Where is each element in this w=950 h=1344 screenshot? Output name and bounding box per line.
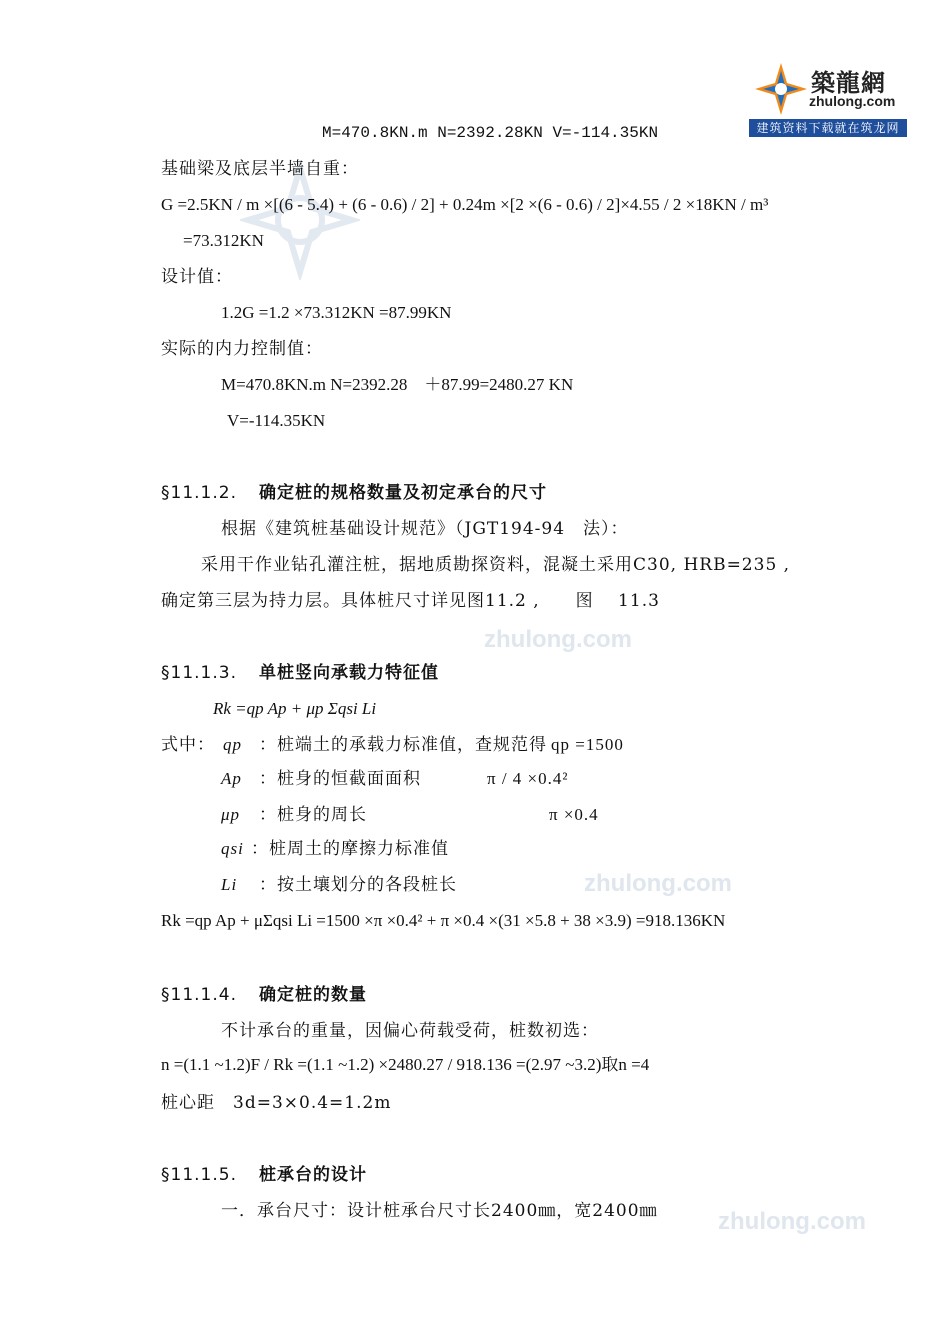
text-line: 确定第三层为持力层。具体桩尺寸详见图11.2 , 图 11.3 [161,591,660,611]
symbol: qsi [221,839,244,858]
section-heading [161,662,439,684]
logo-slogan: 建筑资料下载就在筑龙网 [749,119,907,137]
formula-line: Rk =qp Ap + μΣqsi Li =1500 ×π ×0.4² + π ×0.4 ×(31 ×5.8 + 38 ×3.9) =918.136KN [161,911,726,930]
section-title: 确定桩的数量 [258,985,367,1005]
logo-name: 築龍網 [811,68,886,97]
definition-text: ：桩端土的承载力标准值，查规范得 [259,735,547,755]
section-number: §11.1.5. [161,1165,237,1185]
text-line: 不计承台的重量，因偏心荷载受荷，桩数初选： [221,1021,599,1041]
symbol: μp [221,805,241,824]
section-title: 确定桩的规格数量及初定承台的尺寸 [258,483,547,503]
symbol: Ap [221,769,242,788]
section-number: §11.1.2. [161,483,237,503]
text-line: 采用干作业钻孔灌注桩，据地质勘探资料，混凝土采用C30, HRB=235 , [201,555,791,575]
definition-text: ：桩周土的摩擦力标准值 [251,839,449,859]
formula-line: V=-114.35KN [227,411,326,430]
watermark-text: zhulong.com [484,626,632,653]
definition-text: ：桩身的周长 [259,805,367,825]
definition-line [221,838,449,860]
section-heading [161,984,367,1006]
definition-text: ：按土壤划分的各段桩长 [259,875,457,895]
definition-value: qp =1500 [551,735,624,754]
text-line: 桩心距 3d=3×0.4=1.2m [161,1093,392,1113]
definition-text: ：桩身的恒截面面积 [259,769,421,789]
formula-line: 1.2G =1.2 ×73.312KN =87.99KN [221,303,452,322]
text-line: 设计值： [161,267,233,287]
symbol: qp [223,735,242,754]
section-number: §11.1.3. [161,663,237,683]
logo-domain: zhulong.com [809,93,896,109]
formula-line: M=470.8KN.m N=2392.28 ＋87.99=2480.27 KN [221,375,574,394]
watermark-text: zhulong.com [718,1208,866,1235]
formula-line: =73.312KN [183,231,264,250]
definition-line [221,804,599,826]
formula-line: Rk =qp Ap + μp Σqsi Li [213,699,377,718]
section-heading [161,482,547,504]
formula-line: n =(1.1 ~1.2)F / Rk =(1.1 ~1.2) ×2480.27 / 918.136 =(2.97 ~3.2)取n =4 [161,1055,650,1074]
definition-line [221,768,569,790]
zhulong-logo-icon [753,61,809,117]
definition-line [221,874,457,896]
section-title: 单桩竖向承载力特征值 [258,663,439,683]
text-line: 一．承台尺寸：设计桩承台尺寸长2400㎜，宽2400㎜ [221,1201,658,1221]
zhulong-logo [749,57,907,137]
definition-value: π / 4 ×0.4² [487,769,569,788]
definition-line [161,734,624,756]
definition-prefix: 式中： [161,735,215,755]
text-line: 根据《建筑桩基础设计规范》（JGT194-94 法）： [221,519,629,539]
section-number: §11.1.4. [161,985,237,1005]
force-summary-line: M=470.8KN.m N=2392.28KN V=-114.35KN [322,124,659,142]
text-line: 基础梁及底层半墙自重： [161,159,359,179]
definition-value: π ×0.4 [549,805,599,824]
section-title: 桩承台的设计 [258,1165,367,1185]
section-heading [161,1164,367,1186]
formula-line: G =2.5KN / m ×[(6 - 5.4) + (6 - 0.6) / 2] + 0.24m ×[2 ×(6 - 0.6) / 2]×4.55 / 2 ×18KN / m³ [161,195,769,214]
watermark-text: zhulong.com [584,870,732,897]
text-line: 实际的内力控制值： [161,339,323,359]
symbol: Li [221,875,238,894]
